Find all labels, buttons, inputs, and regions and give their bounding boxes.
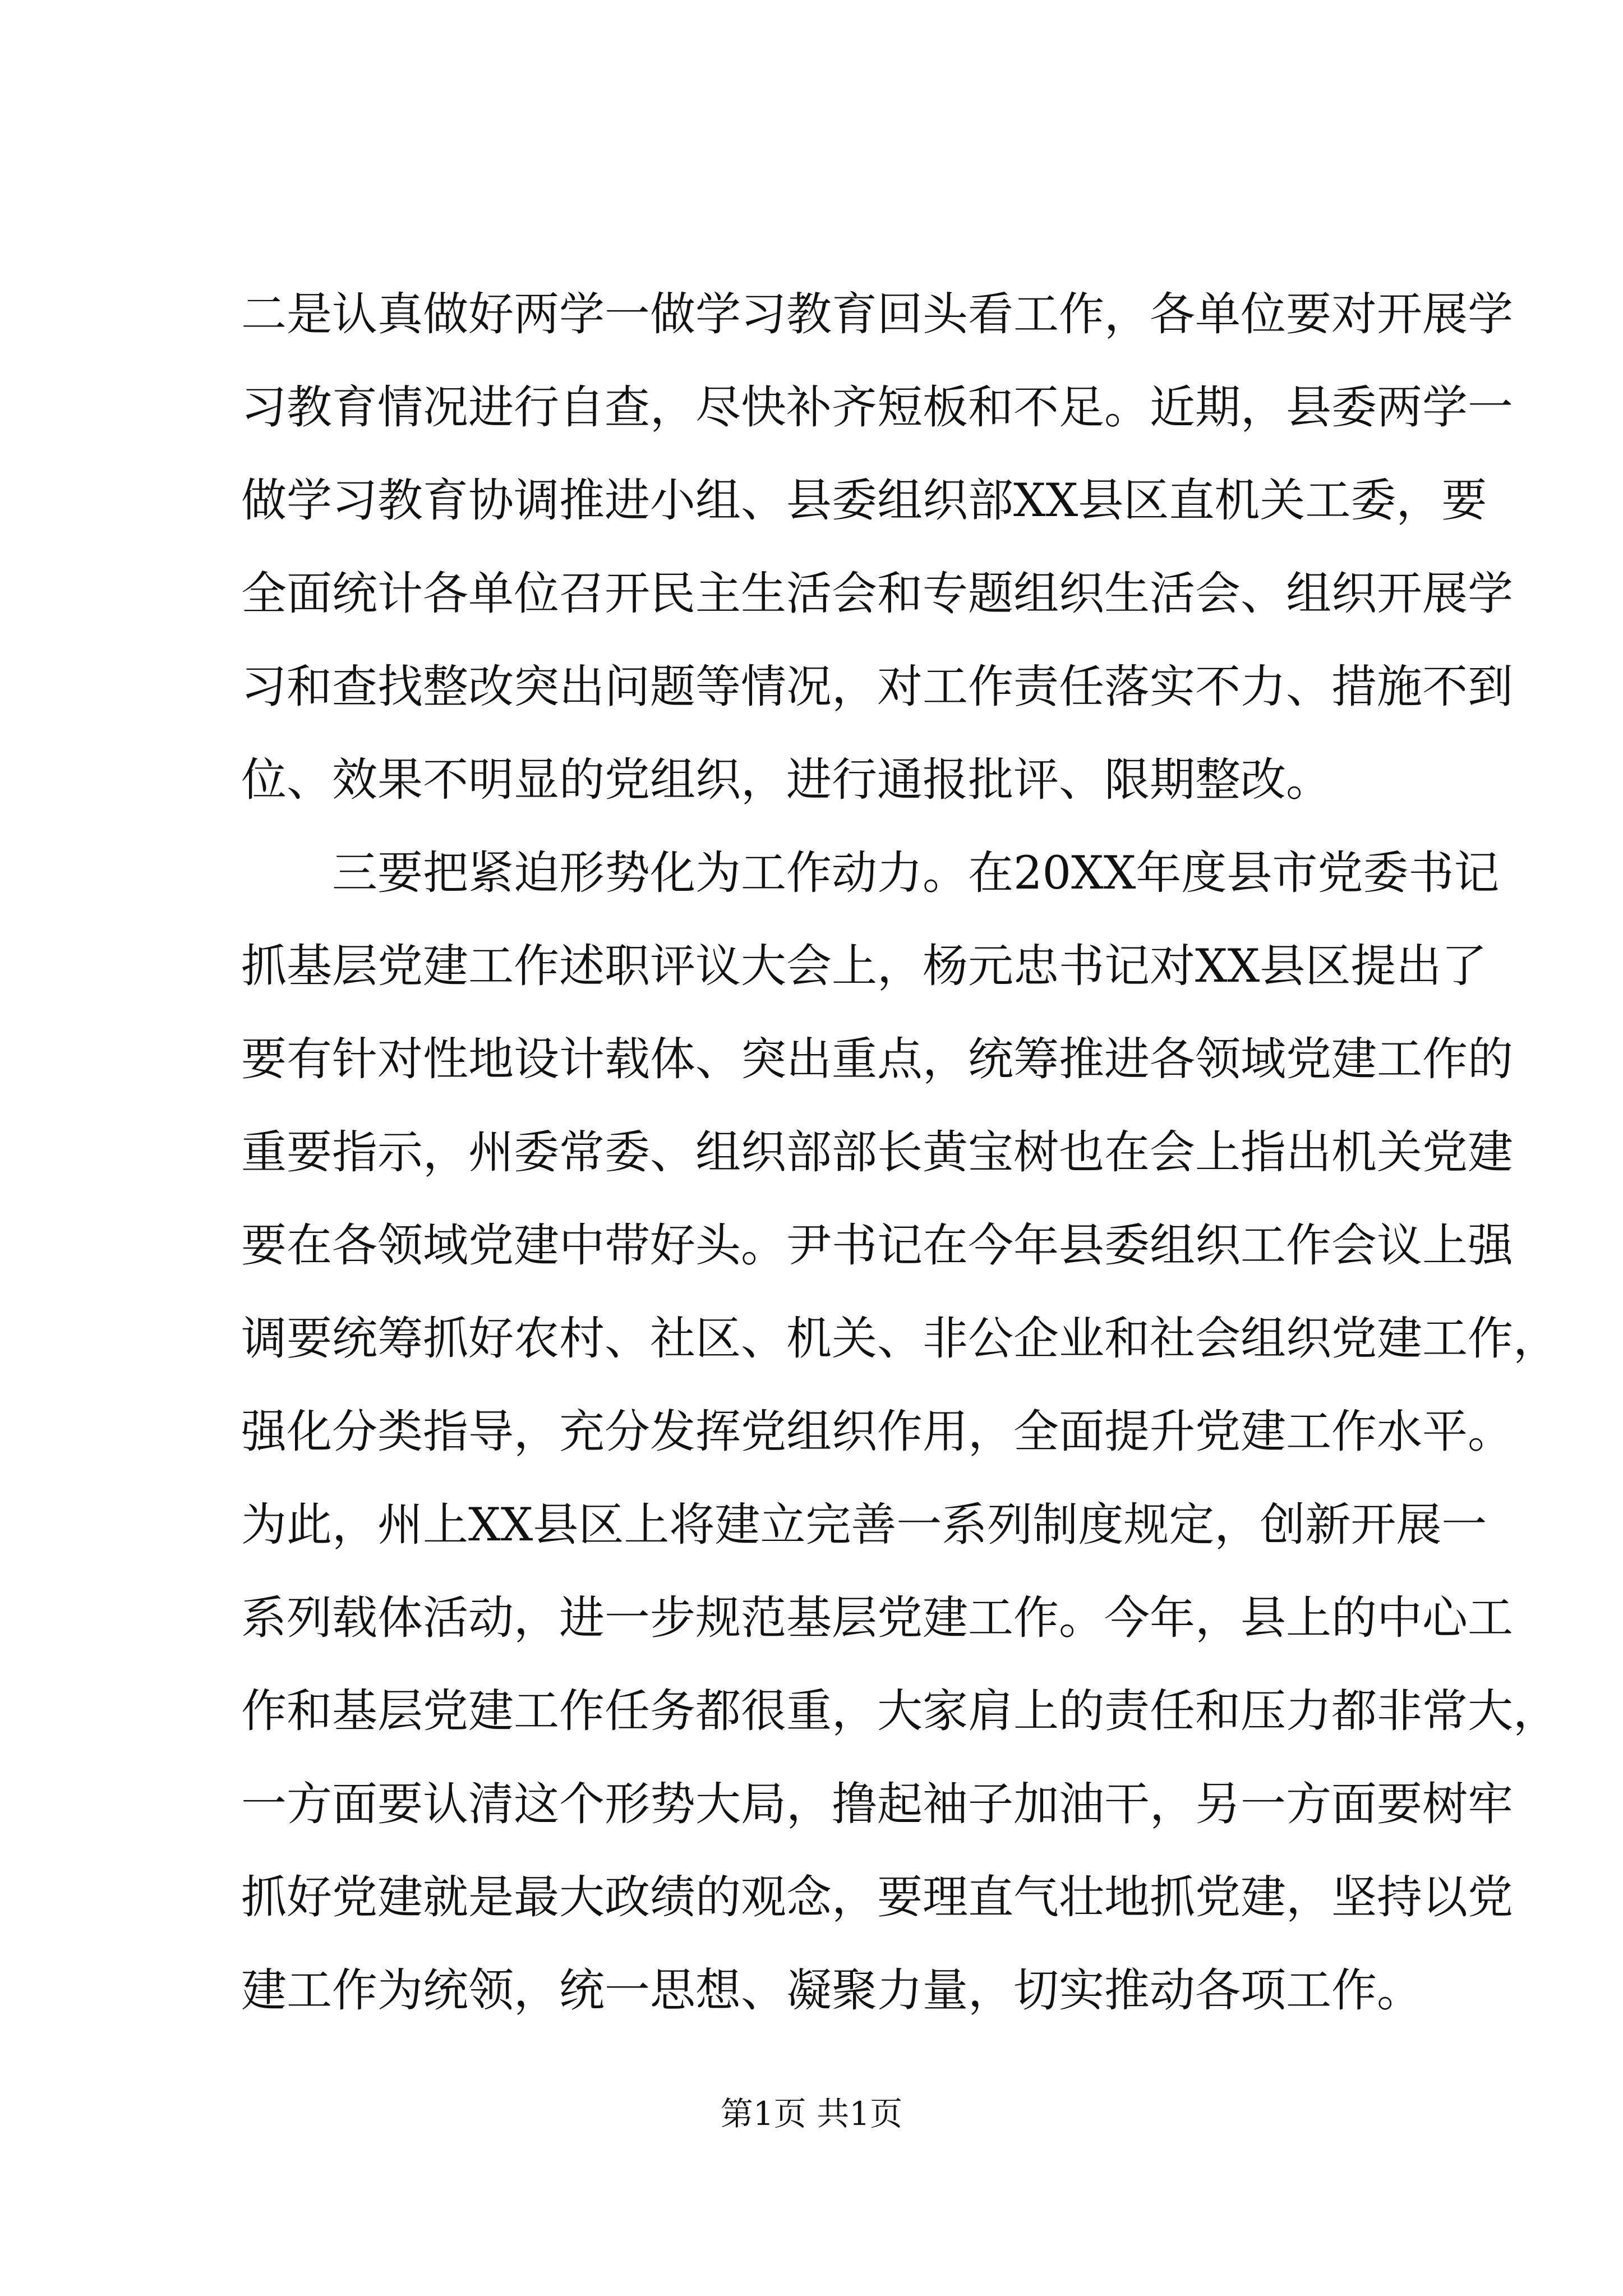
- text-line: 习和查找整改突出问题等情况，对工作责任落实不力、措施不到: [241, 661, 1514, 714]
- text-line: 调要统筹抓好农村、社区、机关、非公企业和社会组织党建工作，: [241, 1313, 1559, 1365]
- text-line: 位、效果不明显的党组织，进行通报批评、限期整改。: [241, 754, 1332, 807]
- text-line: 三要把紧迫形势化为工作动力。在20XX年度县市党委书记: [241, 847, 1500, 900]
- text-line: 一方面要认清这个形势大局，撸起袖子加油干，另一方面要树牢: [241, 1778, 1514, 1831]
- text-line: 全面统计各单位召开民主生活会和专题组织生活会、组织开展学: [241, 568, 1514, 620]
- document-body: [241, 268, 1559, 2037]
- text-line: 抓好党建就是最大政绩的观念，要理直气壮地抓党建，坚持以党: [241, 1871, 1514, 1924]
- text-line: 习教育情况进行自查，尽快补齐短板和不足。近期，县委两学一: [241, 381, 1514, 434]
- text-line: 系列载体活动，进一步规范基层党建工作。今年，县上的中心工: [241, 1592, 1514, 1645]
- text-line: 二是认真做好两学一做学习教育回头看工作，各单位要对开展学: [241, 288, 1514, 341]
- text-line: 做学习教育协调推进小组、县委组织部XX县区直机关工委，要: [241, 475, 1487, 527]
- text-line: 强化分类指导，充分发挥党组织作用，全面提升党建工作水平。: [241, 1406, 1514, 1458]
- text-line: 重要指示，州委常委、组织部部长黄宝树也在会上指出机关党建: [241, 1126, 1514, 1179]
- page-footer: 第1页 共1页: [720, 2095, 903, 2133]
- text-line: 抓基层党建工作述职评议大会上，杨元忠书记对XX县区提出了: [241, 940, 1487, 993]
- text-line: 要有针对性地设计载体、突出重点，统筹推进各领域党建工作的: [241, 1033, 1514, 1086]
- text-line: 建工作为统领，统一思想、凝聚力量，切实推动各项工作。: [241, 1964, 1423, 2017]
- text-line: 为此，州上XX县区上将建立完善一系列制度规定，创新开展一: [241, 1499, 1487, 1552]
- text-line: 作和基层党建工作任务都很重，大家肩上的责任和压力都非常大，: [241, 1685, 1559, 1738]
- text-line: 要在各领域党建中带好头。尹书记在今年县委组织工作会议上强: [241, 1220, 1514, 1272]
